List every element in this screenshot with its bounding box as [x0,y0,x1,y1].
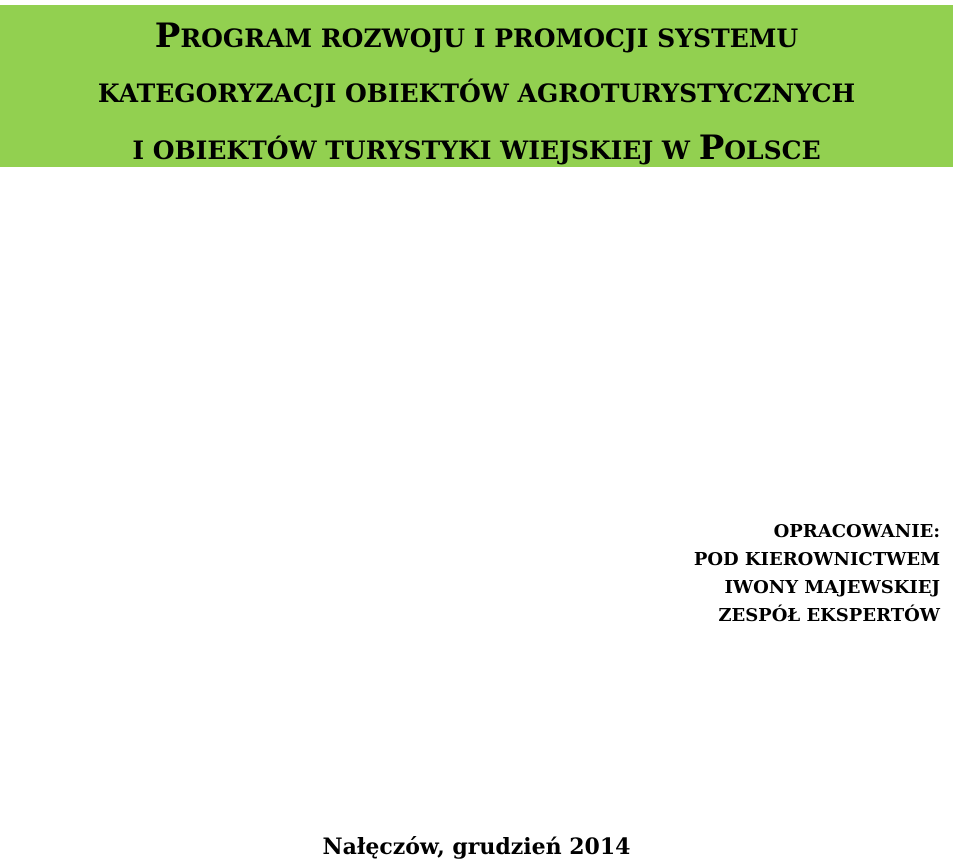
title-line-3-initial: P [698,128,725,168]
credits-line-1: POD KIEROWNICTWEM [693,549,940,570]
title-banner [0,5,953,167]
title-line-3-text: OLSCE [724,136,821,165]
title-line-1-initial: P [154,16,181,56]
title-line-3-prefix: I OBIEKTÓW TURYSTYKI WIEJSKIEJ W [132,136,699,165]
title-line-1-text: ROGRAM ROZWOJU I PROMOCJI SYSTEMU [180,24,799,53]
credits-line-3: ZESPÓŁ EKSPERTÓW [718,605,940,626]
credits-line-2: IWONY MAJEWSKIEJ [724,577,940,598]
credits-heading: OPRACOWANIE: [773,521,940,542]
title-line-2: KATEGORYZACJI OBIEKTÓW AGROTURYSTYCZNYCH [97,79,856,108]
footer-place-date: Nałęczów, grudzień 2014 [322,834,631,860]
title-line-1 [0,16,953,56]
title-line-3 [0,128,953,168]
credits-block [694,518,940,630]
